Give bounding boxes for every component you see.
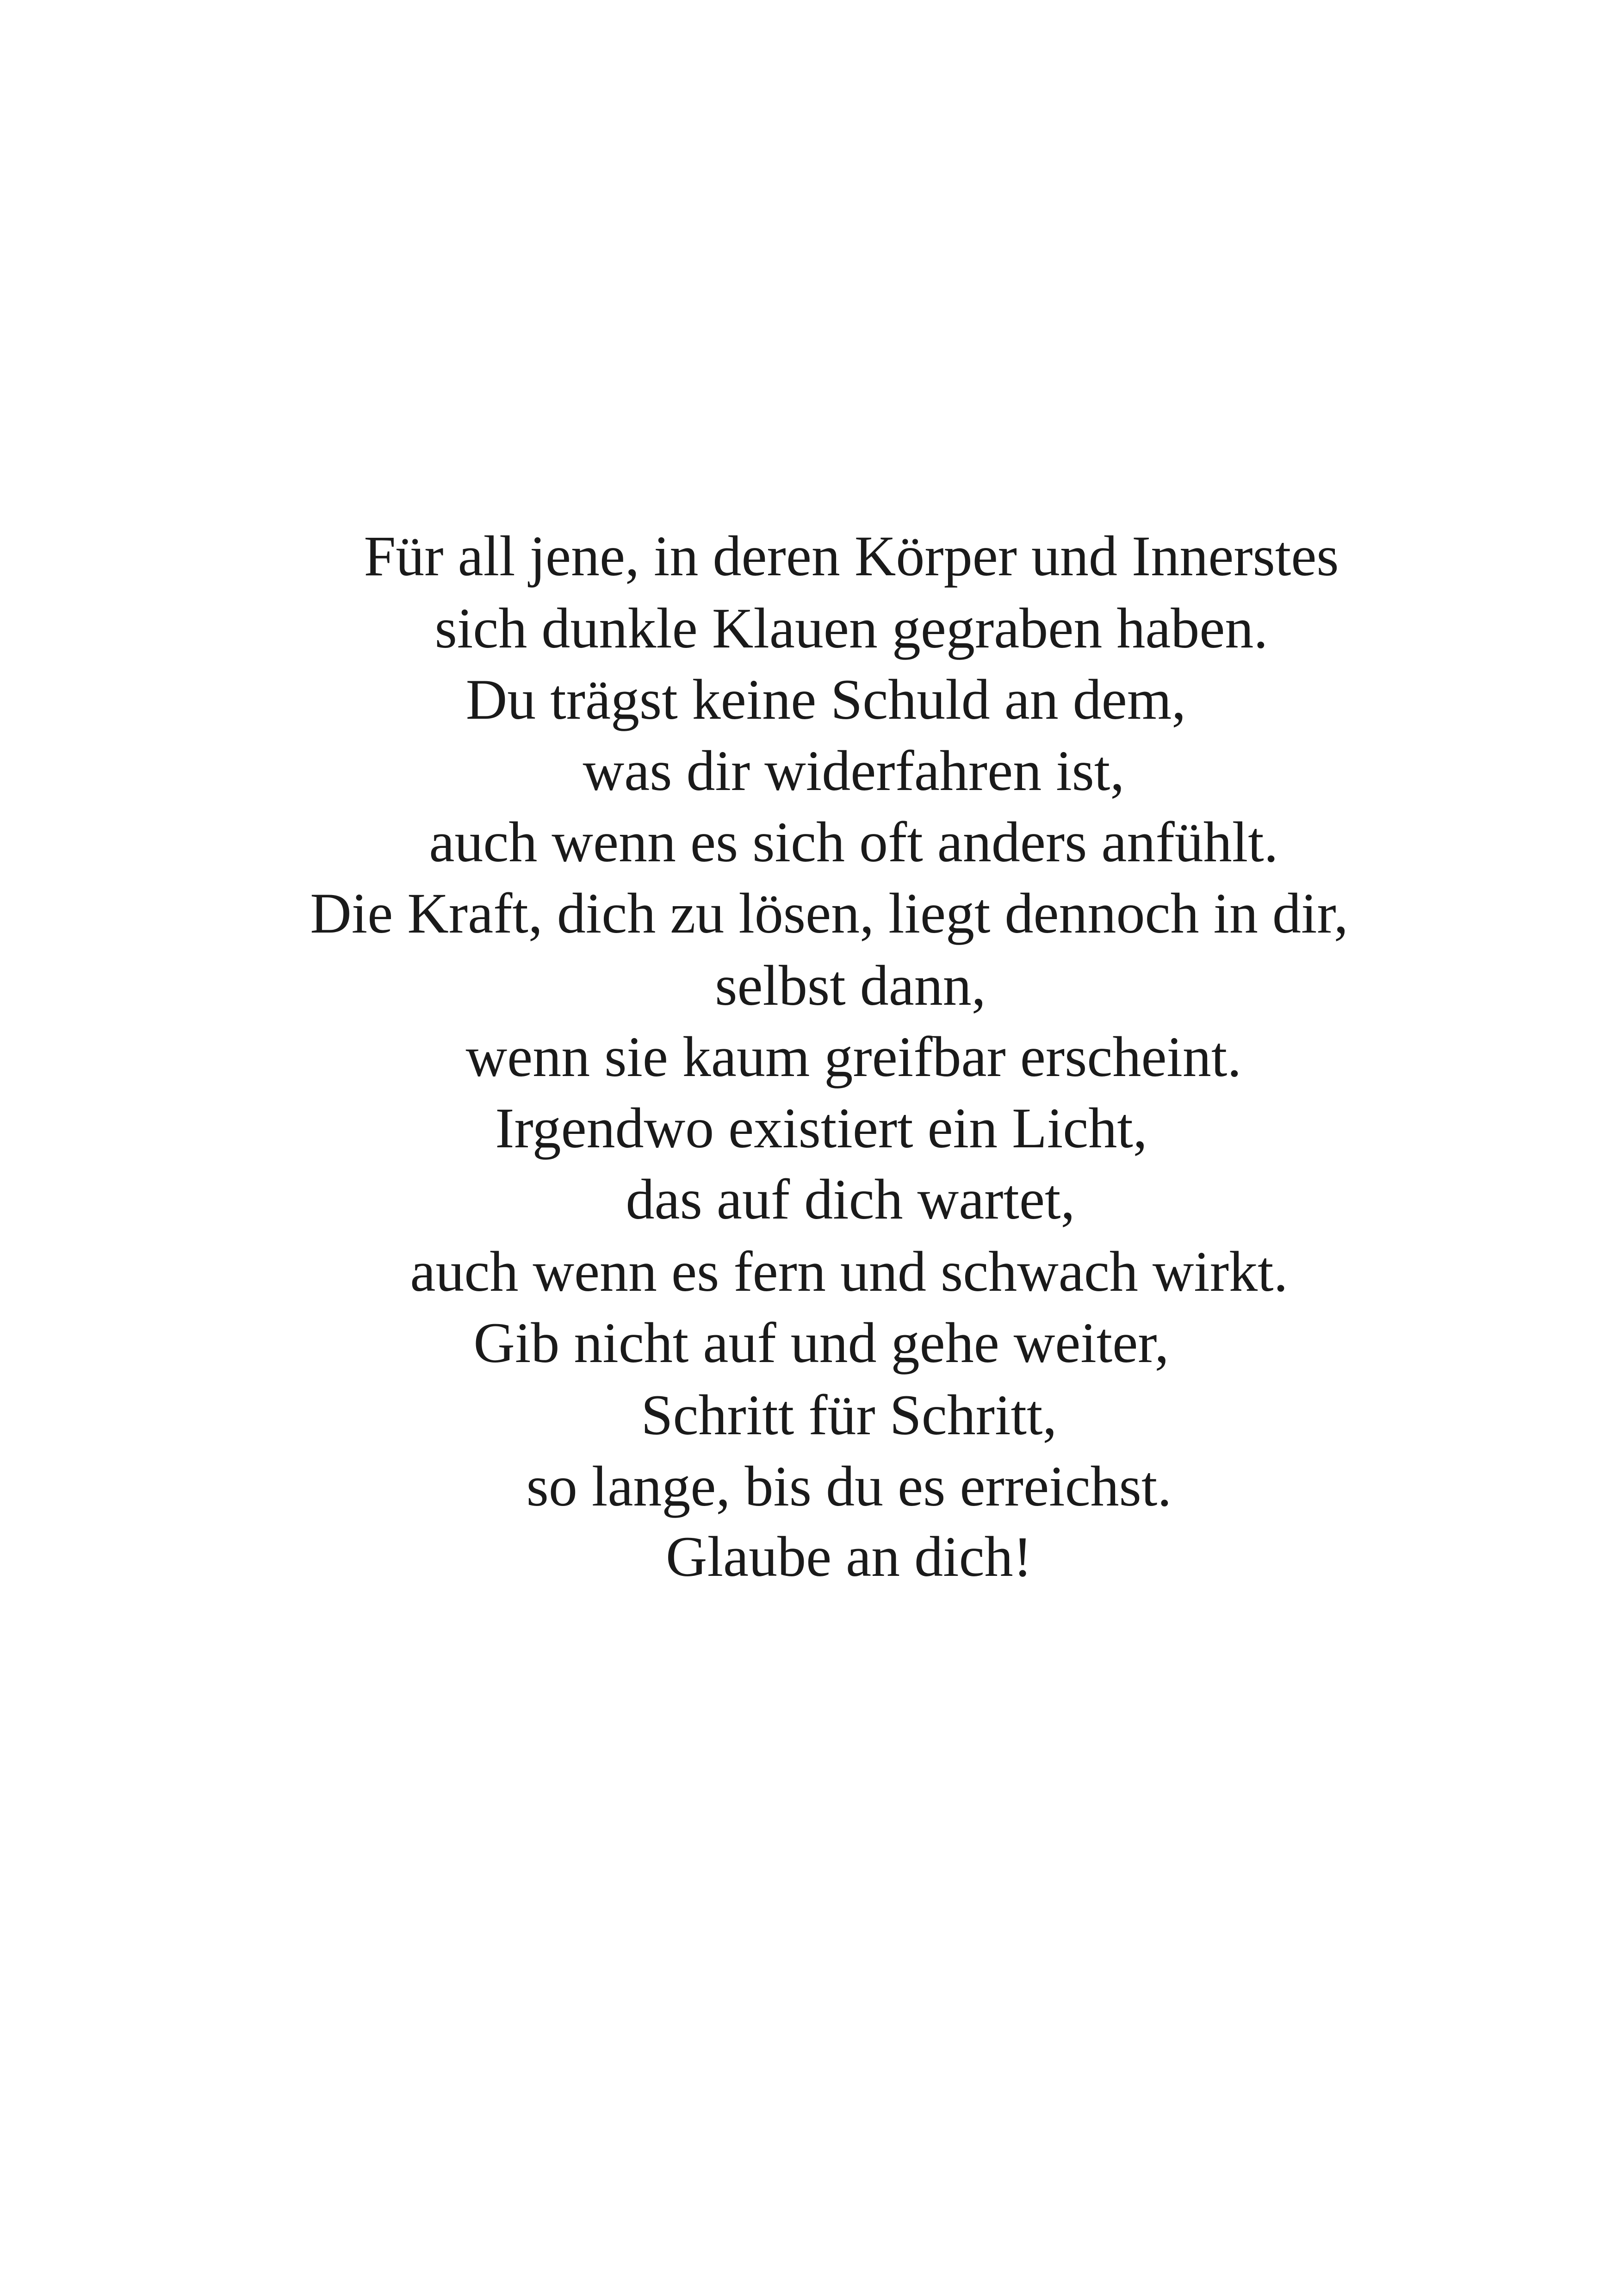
poem-line: Glaube an dich! [666, 1525, 1032, 1588]
poem-line: Du trägst keine Schuld an dem, [465, 668, 1186, 731]
poem-line: was dir widerfahren ist, [583, 739, 1125, 803]
poem-line: das auf dich wartet, [626, 1168, 1075, 1231]
poem-line: selbst dann, [715, 954, 986, 1017]
poem-line: Für all jene, in deren Körper und Innerstes [364, 524, 1339, 588]
poem-line: Die Kraft, dich zu lösen, liegt dennoch in dir, [310, 882, 1348, 945]
poem-line: auch wenn es fern und schwach wirkt. [410, 1240, 1288, 1303]
poem-line: so lange, bis du es erreichst. [526, 1455, 1172, 1518]
poem-line: Irgendwo existiert ein Licht, [495, 1096, 1147, 1160]
poem-line: Gib nicht auf und gehe weiter, [473, 1311, 1169, 1375]
poem-line: Schritt für Schritt, [641, 1383, 1057, 1447]
poem-line: auch wenn es sich oft anders anfühlt. [429, 810, 1278, 874]
poem-line: wenn sie kaum greifbar erscheint. [465, 1025, 1242, 1089]
poem-line: sich dunkle Klauen gegraben haben. [434, 597, 1268, 660]
